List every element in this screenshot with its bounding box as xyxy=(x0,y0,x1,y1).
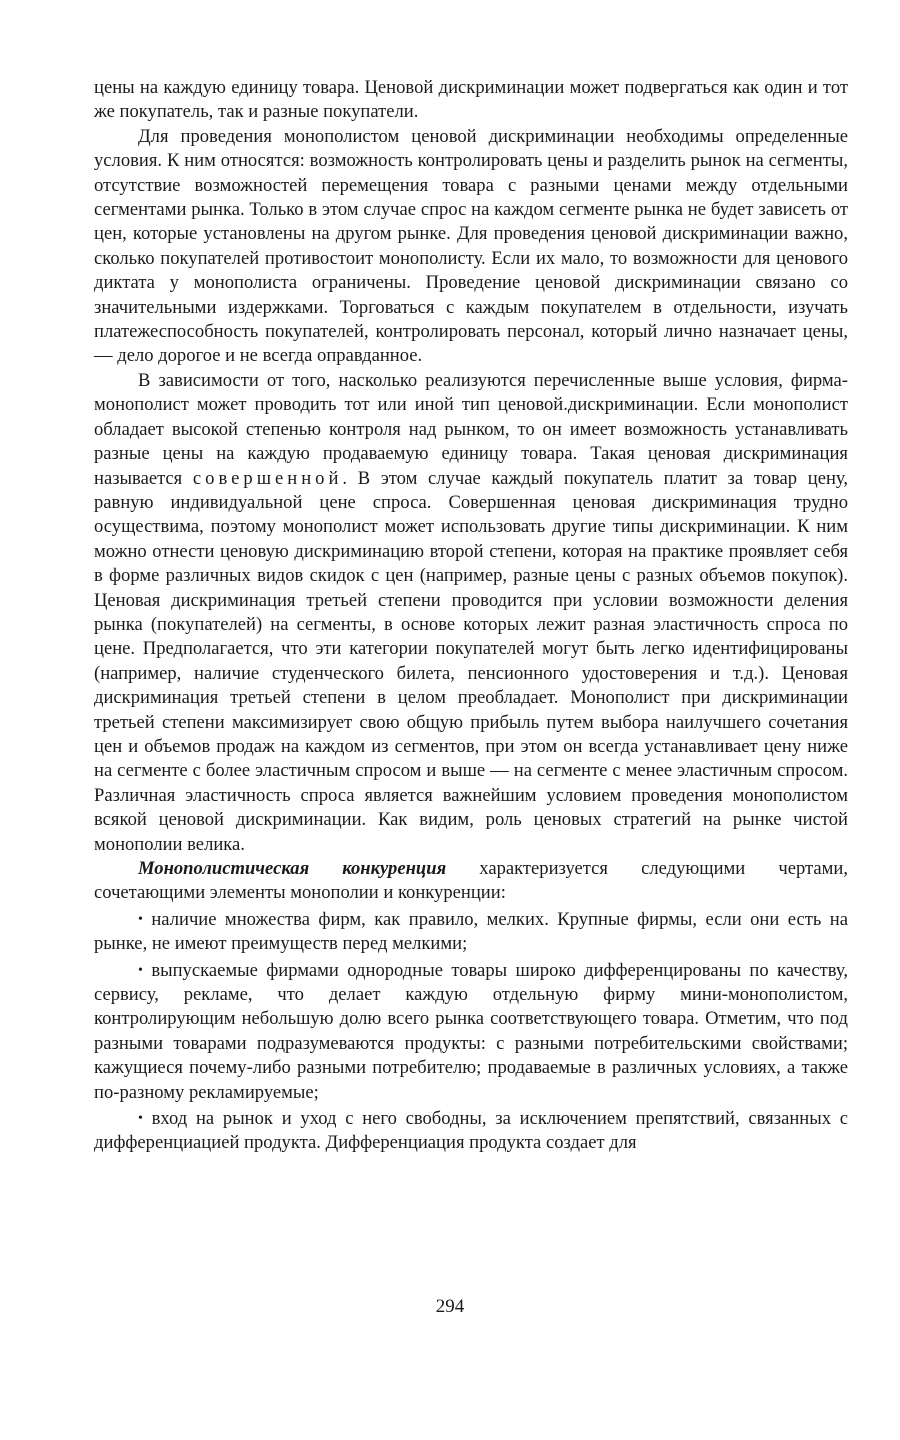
bullet-item xyxy=(94,908,848,957)
paragraph-text-segment: характеризуется следующими чертами, сочетающими элементы монополии и конкуренции: xyxy=(94,858,848,904)
bullet-item xyxy=(94,959,848,1105)
bullet-text: наличие множества фирм, как правило, мелких. Крупные фирмы, если они есть на рынке, не имеют преимуществ перед мелкими; xyxy=(94,908,848,955)
page-number: 294 xyxy=(435,1296,465,1317)
bullet-text: выпускаемые фирмами однородные товары широко дифференцированы по качеству, сервису, рекламе, что делает каждую отдельную фирму мини-монополистом, контролирующим небольшую долю всего рынка соответствующего товара. Отметим, что под разными товарами подразумеваются продукты: с разными потребительскими свойствами; кажущиеся почему-либо разными потребителю; продаваемые в различных условиях, а также по-разному рекламируемые; xyxy=(94,959,848,1103)
page-text xyxy=(94,76,848,1156)
paragraph-text-segment: . В этом случае каждый покупатель платит за товар цену, равную индивидуальной цене спроса. Совершенная ценовая дискриминация трудно осуществима, поэтому монополист может использовать другие типы дискриминации. К ним можно отнести ценовую дискриминацию второй степени, которая на практике проявляет себя в форме различных видов скидок с цен (например, разные цены с разных объемов покупок). Ценовая дискриминация третьей степени проводится при условии возможности деления рынка (покупателей) на сегменты, в основе которых лежит разная эластичность спроса по цене. Предполагается, что эти категории покупателей могут быть легко идентифицированы (например, наличие студенческого билета, пенсионного удостоверения и т.д.). Ценовая дискриминация третьей степени в целом преобладает. Монополист при дискриминации третьей степени максимизирует свою общую прибыль путем выбора наилучшего сочетания цен и объемов продаж на каждом из сегментов, при этом он всегда устанавливает цену ниже на сегменте с более эластичным спросом и выше — на сегменте с менее эластичным спросом. Различная эластичность спроса является важнейшим условием проведения монополистом всякой ценовой дискриминации. Как видим, роль ценовых стратегий на рынке чистой монополии велика. xyxy=(94,467,849,855)
bullet-item xyxy=(94,1107,848,1156)
paragraph-continuation: цены на каждую единицу товара. Ценовой дискриминации может подвергаться как один и тот же покупатель, так и разные покупатели. xyxy=(94,77,848,123)
bullet-icon: • xyxy=(138,962,143,978)
bullet-icon: • xyxy=(138,1111,143,1127)
bullet-icon: • xyxy=(138,911,143,927)
paragraph-discrimination-types xyxy=(94,369,848,857)
paragraph-monopolistic-competition xyxy=(94,857,848,906)
bullet-text: вход на рынок и уход с него свободны, за исключением препятствий, связанных с дифференциацией продукта. Дифференциация продукта создает для xyxy=(94,1108,848,1154)
paragraph-text-segment: В зависимости от того, насколько реализуются перечисленные выше условия, фирма-монополист может проводить тот или иной тип ценовой.дискриминации. Если монополист обладает высокой степенью контроля над рынком, то он имеет возможность устанавливать разные цены на каждую продаваемую единицу товара. Такая ценовая дискриминация называется xyxy=(94,369,848,489)
paragraph-conditions: Для проведения монополистом ценовой дискриминации необходимы определенные условия. К ним относятся: возможность контролировать цены и разделить рынок на сегменты, отсутствие возможностей перемещения товара с разными ценами между отдельными сегментами рынка. Только в этом случае спрос на каждом сегменте рынка не будет зависеть от цен, которые установлены на другом рынке. Для проведения ценовой дискриминации важно, сколько покупателей противостоит монополисту. Если их мало, то возможности для ценового диктата у монополиста ограничены. Проведение ценовой дискриминации связано со значительными издержками. Торговаться с каждым покупателем в отдельности, изучать платежеспособность покупателей, контролировать персонал, который лично назначает цены, — дело дорогое и не всегда оправданное. xyxy=(94,125,848,367)
spaced-term: совершенной xyxy=(192,467,343,489)
bold-italic-term: Монополистическая конкуренция xyxy=(138,858,447,879)
